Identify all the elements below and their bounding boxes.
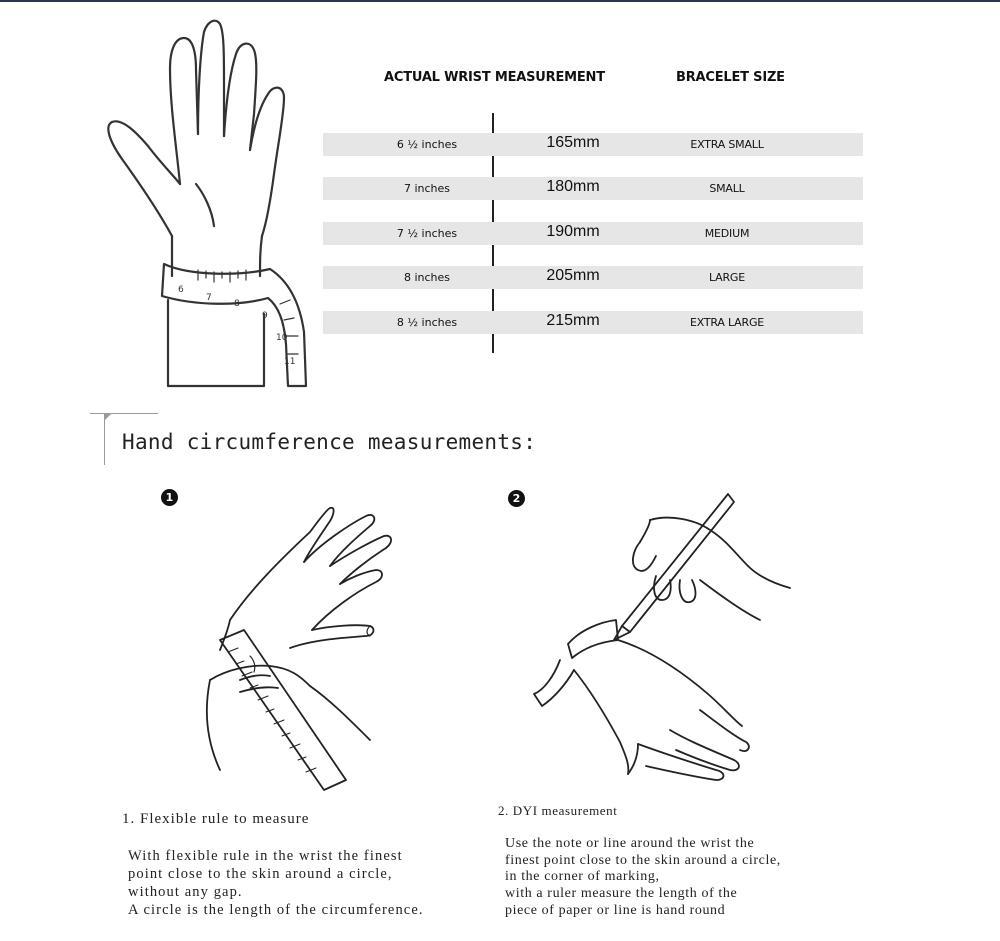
step-1-description: [128, 847, 424, 919]
row-size: EXTRA SMALL: [690, 138, 764, 151]
step-1-line: without any gap.: [128, 884, 243, 900]
step-2-line: in the corner of marking,: [505, 869, 660, 885]
tape-mark-8: 8: [234, 299, 240, 309]
tape-mark-10: 10: [276, 333, 288, 343]
row-mm: 165mm: [546, 134, 600, 151]
row-mm: 205mm: [546, 267, 600, 284]
row-size: LARGE: [708, 271, 746, 284]
step-2-line: piece of paper or line is hand round: [505, 902, 726, 918]
row-size: SMALL: [709, 182, 745, 195]
tape-mark-7: 7: [206, 293, 212, 303]
table-header-wrist: ACTUAL WRIST MEASUREMENT: [384, 70, 605, 85]
table-header-size: BRACELET SIZE: [676, 70, 785, 85]
step-1-line: With flexible rule in the wrist the finest: [128, 848, 403, 864]
step-2-line: finest point close to the skin around a circle,: [505, 852, 781, 868]
tape-mark-9: 9: [262, 311, 268, 321]
section-title: Hand circumference measurements:: [122, 430, 537, 454]
table-row: [323, 311, 863, 334]
step-2-badge: 2: [508, 490, 525, 507]
top-border-line: [0, 0, 1000, 2]
table-row: [323, 177, 863, 200]
row-inches: 7 ½ inches: [396, 227, 458, 240]
wrist-paper-strip-pen-icon: [520, 480, 820, 800]
wrist-flexible-rule-icon: [180, 480, 400, 800]
row-size: EXTRA LARGE: [689, 316, 765, 329]
row-inches: 8 inches: [403, 271, 451, 284]
step-2-line: with a ruler measure the length of the: [505, 886, 738, 902]
tape-mark-6: 6: [178, 285, 184, 295]
row-inches: 7 inches: [403, 182, 451, 195]
row-mm: 190mm: [546, 223, 600, 240]
table-row: [323, 222, 863, 245]
step-2-title: 2. DYI measurement: [498, 803, 618, 818]
table-row: [323, 133, 863, 156]
heading-corner-line: [90, 413, 158, 414]
row-mm: 215mm: [546, 312, 600, 329]
table-row: [323, 266, 863, 289]
step-1-badge: 1: [161, 489, 178, 506]
step-2-description: [505, 836, 781, 920]
row-inches: 6 ½ inches: [396, 138, 458, 151]
tape-mark-11: 11: [284, 357, 296, 367]
row-size: MEDIUM: [704, 227, 750, 240]
row-inches: 8 ½ inches: [396, 316, 458, 329]
step-2-line: Use the note or line around the wrist the: [505, 836, 755, 851]
step-1-title: 1. Flexible rule to measure: [122, 811, 310, 827]
step-1-line: point close to the skin around a circle,: [128, 866, 393, 882]
row-mm: 180mm: [546, 178, 600, 195]
hand-with-tape-icon: [100, 14, 330, 394]
step-1-line: A circle is the length of the circumference.: [128, 902, 424, 918]
heading-corner-marker: [104, 414, 111, 421]
